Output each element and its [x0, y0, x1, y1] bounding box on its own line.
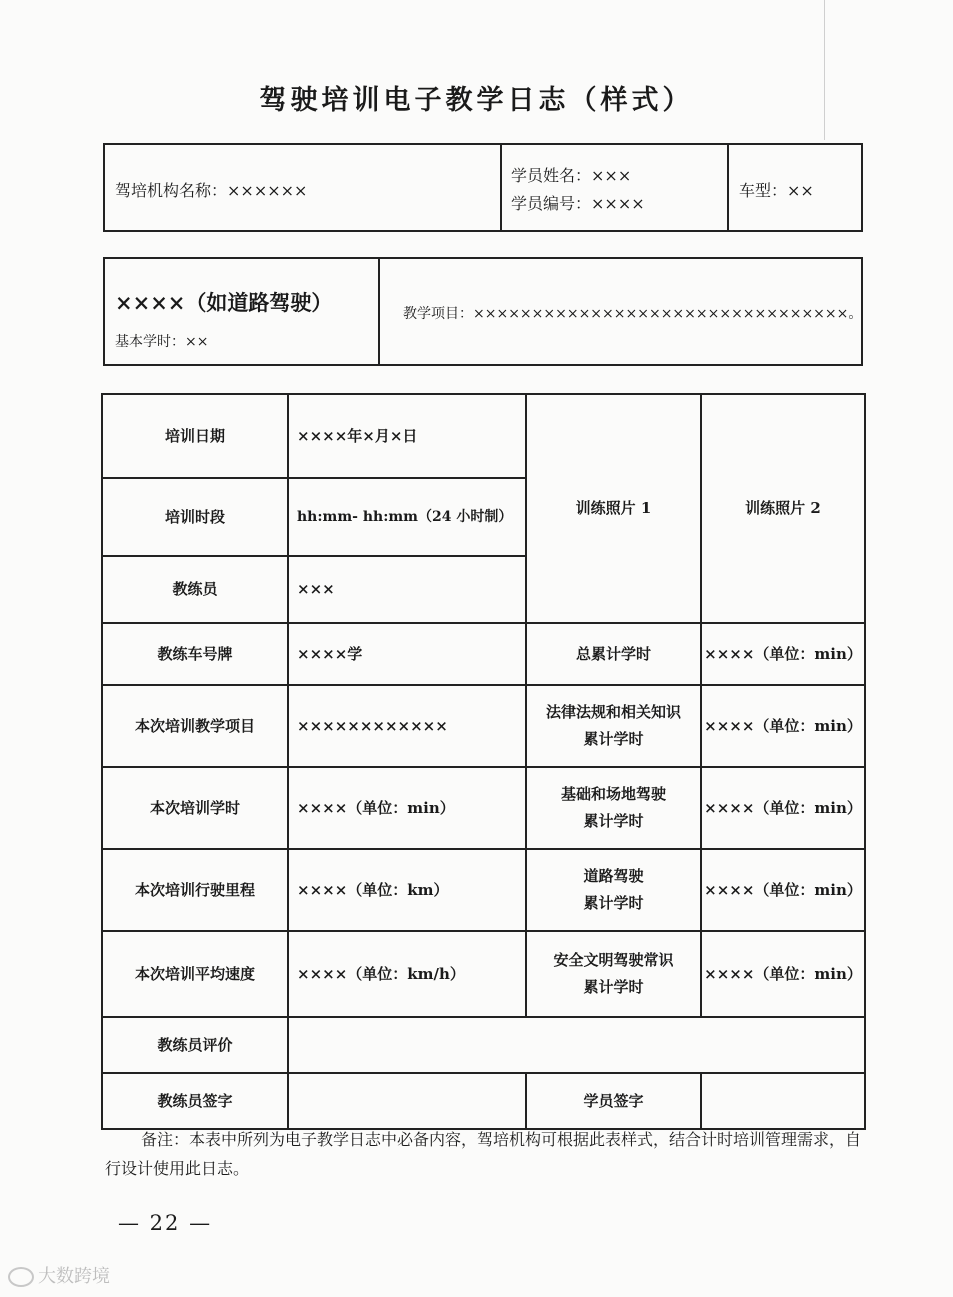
- table-row: [102, 1017, 865, 1073]
- law-hours-label-line-2: 累计学时: [583, 730, 644, 748]
- coach-sign-field[interactable]: [288, 1073, 526, 1129]
- session-hours-label: 本次培训学时: [102, 767, 288, 849]
- student-sign-label: 学员签字: [526, 1073, 701, 1129]
- session-mileage-label: 本次培训行驶里程: [102, 849, 288, 931]
- table-row: [102, 394, 865, 478]
- road-hours-value: ××××（单位：min）: [701, 849, 865, 931]
- institution-label: 驾培机构名称：: [115, 181, 228, 200]
- student-name-field: [511, 163, 631, 186]
- basic-hours-label: 基本学时：: [115, 334, 185, 350]
- training-log-table: [101, 393, 866, 1130]
- law-hours-label: [526, 685, 701, 767]
- vehicle-type-value: ××: [787, 181, 814, 200]
- page-edge-line: [824, 0, 825, 140]
- header-box: [103, 143, 863, 232]
- training-date-label: 培训日期: [102, 394, 288, 478]
- plate-value: ××××学: [288, 623, 526, 685]
- total-hours-label: 总累计学时: [526, 623, 701, 685]
- teaching-items-value: ××××××××××××××××××××××××××××××××。: [473, 306, 863, 322]
- total-hours-value: ××××（单位：min）: [701, 623, 865, 685]
- watermark-text: 大数跨境: [38, 1266, 110, 1287]
- basic-field-label-line-2: 累计学时: [583, 812, 644, 830]
- basic-field-value: ××××（单位：min）: [701, 767, 865, 849]
- session-mileage-value: ××××（单位：km）: [288, 849, 526, 931]
- training-date-value: ××××年×月×日: [288, 394, 526, 478]
- basic-field-label: [526, 767, 701, 849]
- safety-hours-label-line-1: 安全文明驾驶常识: [553, 951, 674, 969]
- teaching-items-field: [403, 303, 862, 323]
- road-hours-label: [526, 849, 701, 931]
- law-hours-label-line-1: 法律法规和相关知识: [545, 703, 681, 721]
- student-id-value: ××××: [591, 194, 645, 213]
- training-photo-2: 训练照片 2: [701, 394, 865, 623]
- teaching-items-label: 教学项目：: [403, 306, 473, 322]
- page-title: 驾驶培训电子教学日志（样式）: [259, 85, 694, 116]
- student-id-label: 学员编号：: [511, 194, 592, 213]
- safety-hours-label: [526, 931, 701, 1017]
- basic-hours-value: ××: [185, 334, 209, 350]
- page-number: — 22 —: [118, 1211, 213, 1235]
- road-hours-label-line-1: 道路驾驶: [583, 867, 644, 885]
- student-name-value: ×××: [591, 166, 632, 185]
- road-hours-label-line-2: 累计学时: [583, 894, 644, 912]
- plate-label: 教练车号牌: [102, 623, 288, 685]
- training-period-value: hh:mm- hh:mm（24 小时制）: [288, 478, 526, 556]
- table-row: [102, 849, 865, 931]
- coach-eval-field[interactable]: [288, 1017, 865, 1073]
- training-photo-1: 训练照片 1: [526, 394, 701, 623]
- vehicle-type-label: 车型：: [739, 181, 788, 200]
- footnote: 备注：本表中所列为电子教学日志中必备内容，驾培机构可根据此表样式，结合计时培训管理需求，自行设计使用此日志。: [105, 1130, 862, 1178]
- watermark: [8, 1262, 110, 1288]
- avg-speed-label: 本次培训平均速度: [102, 931, 288, 1017]
- basic-field-label-line-1: 基础和场地驾驶: [560, 785, 666, 803]
- avg-speed-value: ××××（单位：km/h）: [288, 931, 526, 1017]
- session-hours-value: ××××（单位：min）: [288, 767, 526, 849]
- table-row: [102, 1073, 865, 1129]
- institution-field: [115, 178, 307, 201]
- table-row: [102, 623, 865, 685]
- student-name-label: 学员姓名：: [511, 166, 592, 185]
- session-items-value: ××××××××××××: [288, 685, 526, 767]
- safety-hours-value: ××××（单位：min）: [701, 931, 865, 1017]
- training-period-label: 培训时段: [102, 478, 288, 556]
- coach-eval-label: 教练员评价: [102, 1017, 288, 1073]
- coach-value: ×××: [288, 556, 526, 623]
- coach-sign-label: 教练员签字: [102, 1073, 288, 1129]
- table-row: [102, 931, 865, 1017]
- law-hours-value: ××××（单位：min）: [701, 685, 865, 767]
- institution-value: ××××××: [227, 181, 308, 200]
- student-sign-field[interactable]: [701, 1073, 865, 1129]
- safety-hours-label-line-2: 累计学时: [583, 978, 644, 996]
- subject-name: ××××（如道路驾驶）: [115, 290, 333, 315]
- basic-hours-field: [115, 331, 208, 351]
- vehicle-type-field: [739, 178, 814, 201]
- table-row: [102, 685, 865, 767]
- coach-label: 教练员: [102, 556, 288, 623]
- subject-box: [103, 257, 863, 366]
- student-id-field: [511, 191, 645, 214]
- session-items-label: 本次培训教学项目: [102, 685, 288, 767]
- watermark-logo-icon: [8, 1267, 34, 1287]
- table-row: [102, 767, 865, 849]
